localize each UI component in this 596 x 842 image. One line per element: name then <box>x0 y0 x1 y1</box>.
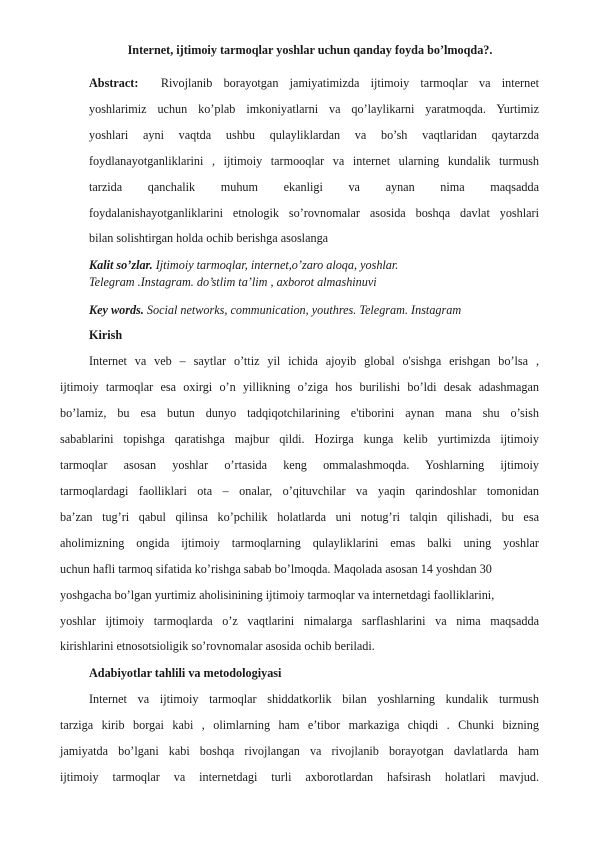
kalit-text-1: Ijtimoiy tarmoqlar, internet,o’zaro aloqa, yoshlar. <box>155 258 399 272</box>
kalit-line-2: Telegram .Instagram. do’stlim ta’lim , axborot almashinuvi <box>89 275 377 289</box>
abstract-label: Abstract: <box>89 76 139 90</box>
keywords-line <box>89 303 539 318</box>
kirish-heading: Kirish <box>89 328 123 342</box>
kirish-line-1: Internet va veb – saytlar o’ttiz yil ichida ajoyib global o'sishga erishgan bo’lsa , <box>89 354 539 368</box>
kirish-line-10: yoshgacha bo’lgan yurtimiz aholisinining ijtimoiy tarmoqlar va internetdagi faolliklarini, <box>60 588 495 602</box>
adabiyot-line-3: jamiyatda bo’lgani kabi boshqa rivojlangan va rivojlanib borayotgan davlatlarda ham <box>60 744 539 758</box>
kirish-line-9: uchun hafli tarmoq sifatida ko’rishga sabab bo’lmoqda. Maqolada asosan 14 yoshdan 30 <box>60 562 492 576</box>
abstract-line-7: bilan solishtirgan holda ochib berishga asoslanga <box>89 231 329 245</box>
kirish-line-7: ba’zan tug’ri qabul qilinsa ko’pchilik holatlarda uni notug’ri talqin qilishadi, bu esa <box>60 510 539 524</box>
adabiyot-line-1: Internet va ijtimoiy tarmoqlar shiddatkorlik bilan yoshlarning kundalik turmush <box>89 692 539 706</box>
abstract-line-5: tarzida qanchalik muhum ekanligi va aynan nima maqsadda <box>89 180 539 194</box>
kirish-line-12: kirishlarini etnosotsioligik so’rovnomalar asosida ochib beriladi. <box>60 639 375 653</box>
adabiyot-heading: Adabiyotlar tahlili va metodologiyasi <box>89 666 282 680</box>
kirish-line-6: tarmoqlardagi faolliklari ota – onalar, o’qituvchilar va yaqin qarindoshlar tomonidan <box>60 484 539 498</box>
kirish-line-11: yoshlar ijtimoiy tarmoqlarda o’z vaqtlarini nimalarga sarflashlarini va nima maqsadda <box>60 614 539 628</box>
abstract-text-1: Rivojlanib borayotgan jamiyatimizda ijtimoiy tarmoqlar va internet <box>160 76 539 90</box>
kirish-line-2: ijtimoiy tarmoqlar esa oxirgi o’n yillikning o’ziga hos burilishi bo’ldi desak adashmagan <box>60 380 539 394</box>
keywords-text: Social networks, communication, youthres. Telegram. Instagram <box>146 303 462 317</box>
kalit-label: Kalit so’zlar. <box>89 258 153 272</box>
kirish-line-3: bo’lamiz, bu esa butun dunyo tadqiqotchilarining e'tiborini aynan mana shu o’sish <box>60 406 539 420</box>
kirish-line-4: sabablarini topishga qaratishga majbur qildi. Hozirga kunga kelib yurtimizda ijtimoiy <box>60 432 539 446</box>
abstract-line-2: yoshlarimiz uchun ko’plab imkoniyatlarni va qo’laylikarni yaratmoqda. Yurtimiz <box>89 102 539 116</box>
keywords-label: Key words. <box>89 303 144 317</box>
kirish-line-5: tarmoqlar asosan yoshlar o’rtasida keng ommalashmoqda. Yoshlarning ijtimoiy <box>60 458 539 472</box>
abstract-line-6: foydalanishayotganliklarini etnologik so’rovnomalar asosida boshqa davlat yoshlari <box>89 206 539 220</box>
adabiyot-line-2: tarziga kirib borgai kabi , olimlarning ham e’tibor markaziga chiqdi . Chunki bizning <box>60 718 539 732</box>
abstract-line-4: foydlanayotganliklarini , ijtimoiy tarmooqlar va internet ularning kundalik turmush <box>89 154 539 168</box>
abstract-line-1 <box>89 76 539 91</box>
adabiyot-line-4: ijtimoiy tarmoqlar va internetdagi turli axborotlardan hafsirash holatlari mavjud. <box>60 770 539 784</box>
kalit-line-1 <box>89 258 539 273</box>
abstract-line-3: yoshlari ayni vaqtda ushbu qulayliklardan va bo’sh vaqtlaridan qaytarzda <box>89 128 539 142</box>
kirish-line-8: aholimizning ongida ijtimoiy tarmoqlarning qulayliklarini emas balki uning yoshlar <box>60 536 539 550</box>
article-title: Internet, ijtimoiy tarmoqlar yoshlar uchun qanday foyda bo’lmoqda?. <box>127 43 493 57</box>
